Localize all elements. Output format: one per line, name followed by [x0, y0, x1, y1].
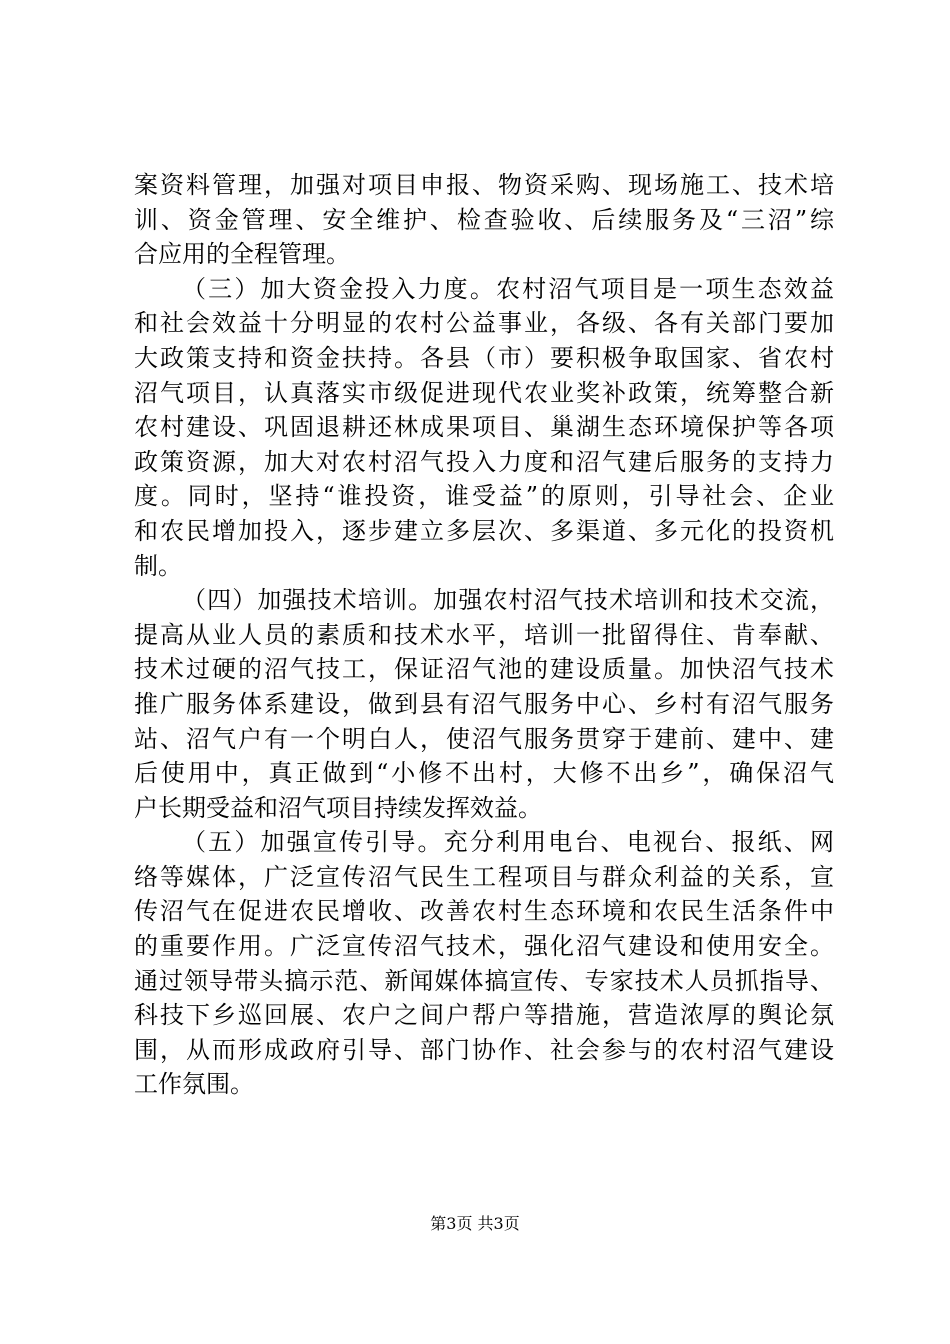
- document-body: [134, 168, 834, 1102]
- text-line: 的重要作用。广泛宣传沼气技术，强化沼气建设和使用安全。: [134, 932, 834, 961]
- text-line: 后使用中，真正做到“小修不出村，大修不出乡”，确保沼气: [134, 759, 834, 788]
- text-line: 合应用的全程管理。: [134, 240, 350, 269]
- text-line: 和社会效益十分明显的农村公益事业，各级、各有关部门要加: [134, 309, 834, 338]
- text-line: 度。同时，坚持“谁投资，谁受益”的原则，引导社会、企业: [134, 482, 834, 511]
- text-line: 传沼气在促进农民增收、改善农村生态环境和农民生活条件中: [134, 897, 834, 926]
- text-line: 站、沼气户有一个明白人，使沼气服务贯穿于建前、建中、建: [134, 724, 834, 753]
- text-line: 提高从业人员的素质和技术水平，培训一批留得住、肯奉献、: [134, 620, 834, 649]
- text-line: 沼气项目，认真落实市级促进现代农业奖补政策，统筹整合新: [134, 378, 834, 407]
- text-line: 政策资源，加大对农村沼气投入力度和沼气建后服务的支持力: [134, 447, 834, 476]
- text-line: 训、资金管理、安全维护、检查验收、后续服务及“三沼”综: [134, 205, 834, 234]
- text-line: 和农民增加投入，逐步建立多层次、多渠道、多元化的投资机: [134, 516, 834, 545]
- text-line: 络等媒体，广泛宣传沼气民生工程项目与群众利益的关系，宣: [134, 862, 834, 891]
- text-line: 大政策支持和资金扶持。各县（市）要积极争取国家、省农村: [134, 343, 834, 372]
- text-line: 推广服务体系建设，做到县有沼气服务中心、乡村有沼气服务: [134, 689, 834, 718]
- text-line: 围，从而形成政府引导、部门协作、社会参与的农村沼气建设: [134, 1035, 834, 1064]
- text-line: 户长期受益和沼气项目持续发挥效益。: [134, 793, 542, 822]
- text-line: 农村建设、巩固退耕还林成果项目、巢湖生态环境保护等各项: [134, 413, 834, 442]
- page-footer: 第3页 共3页: [430, 1214, 520, 1233]
- text-line: 通过领导带头搞示范、新闻媒体搞宣传、专家技术人员抓指导、: [134, 966, 834, 995]
- paragraph-first-line: （三）加大资金投入力度。农村沼气项目是一项生态效益: [182, 274, 834, 303]
- text-line: 案资料管理，加强对项目申报、物资采购、现场施工、技术培: [134, 171, 834, 199]
- paragraph-first-line: （四）加强技术培训。加强农村沼气技术培训和技术交流，: [182, 586, 834, 615]
- text-line: 制。: [134, 551, 182, 580]
- text-line: 工作氛围。: [134, 1070, 254, 1099]
- paragraph-first-line: （五）加强宣传引导。充分利用电台、电视台、报纸、网: [182, 828, 834, 857]
- text-line: 技术过硬的沼气技工，保证沼气池的建设质量。加快沼气技术: [134, 655, 834, 684]
- text-line: 科技下乡巡回展、农户之间户帮户等措施，营造浓厚的舆论氛: [134, 1001, 834, 1030]
